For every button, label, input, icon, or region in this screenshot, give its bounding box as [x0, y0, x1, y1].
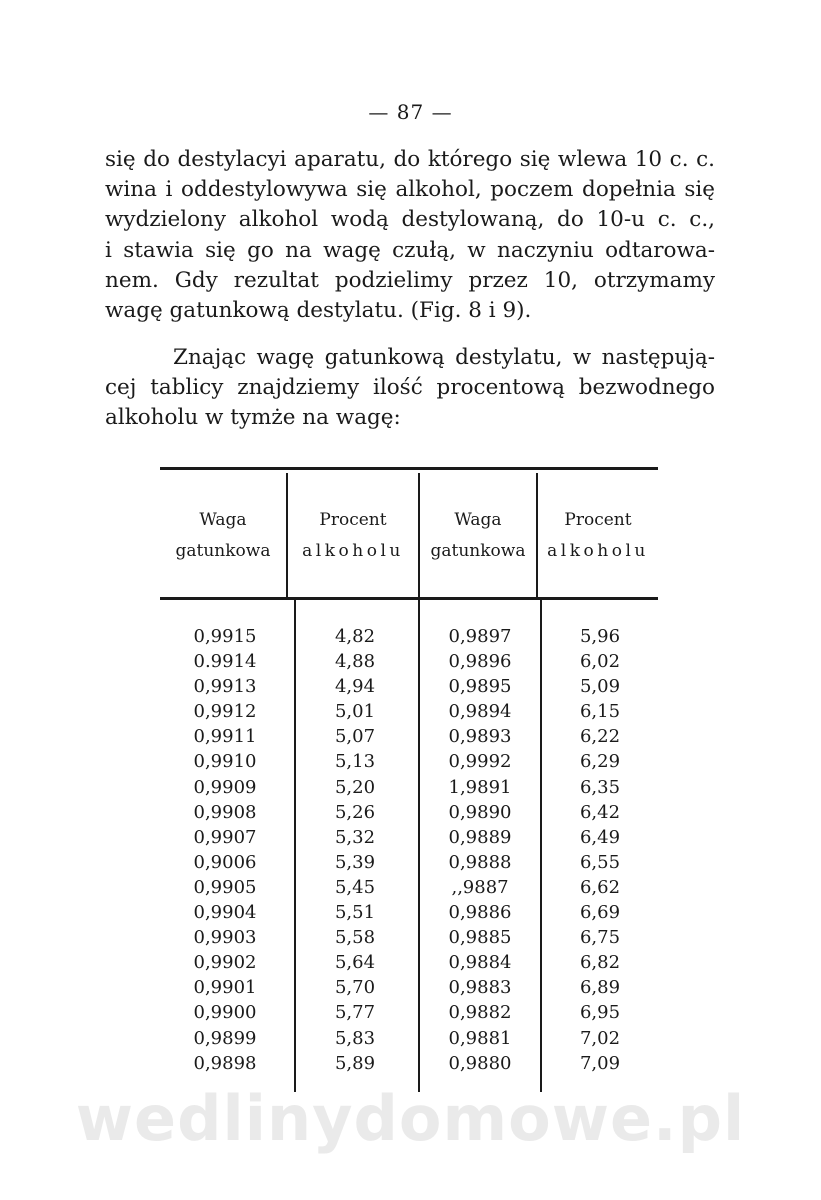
table-cell: 1,9891	[448, 776, 512, 798]
text-line: wagę gatunkową destylatu. (Fig. 8 i 9).	[105, 298, 532, 324]
table-cell: 0,9880	[448, 1052, 512, 1074]
table-cell: 5,77	[334, 1002, 376, 1024]
alcohol-table	[160, 467, 658, 1092]
text-line: wydzielony alkohol wodą destylowaną, do 10-u c. c.,	[105, 207, 715, 233]
table-cell: 6,35	[579, 776, 621, 798]
column-weight-1	[170, 624, 280, 1076]
table-cell: 5,26	[334, 801, 376, 823]
header-label: alkoholu	[547, 541, 649, 561]
table-cell: 0,9899	[193, 1027, 257, 1049]
table-cell: 0,9883	[448, 977, 512, 999]
table-top-rule	[160, 467, 658, 470]
table-cell: 0,9888	[448, 851, 512, 873]
table-cell: 6,62	[579, 876, 621, 898]
table-cell: 0,9910	[193, 751, 257, 773]
column-percent-2	[544, 624, 656, 1076]
text-line: Znając wagę gatunkową destylatu, w następują-	[173, 345, 715, 370]
table-cell: 5,07	[334, 726, 376, 748]
table-cell: 0,9894	[448, 701, 512, 723]
table-cell: 0,9913	[193, 676, 257, 698]
column-percent-1	[296, 624, 414, 1076]
column-divider	[418, 600, 420, 1092]
table-cell: 6,69	[579, 902, 621, 924]
table-cell: 6,29	[579, 751, 621, 773]
table-cell: 6,42	[579, 801, 621, 823]
paragraph-1	[105, 145, 715, 326]
table-cell: 0,9897	[448, 626, 512, 647]
text-line: cej tablicy znajdziemy ilość procentową bezwodnego	[105, 375, 715, 401]
paragraph-2	[105, 343, 715, 434]
table-cell: 5,01	[334, 701, 376, 723]
column-weight-2	[422, 624, 538, 1076]
header-percent-2	[538, 505, 658, 567]
table-cell: 0,9890	[448, 801, 512, 823]
table-cell: 0,9881	[448, 1027, 512, 1049]
table-cell: ‚‚9887	[451, 876, 509, 898]
table-cell: 5,45	[334, 876, 376, 898]
text-line: wina i oddestylowywa się alkohol, poczem dopełnia się	[105, 177, 715, 203]
table-cell: 0,9902	[193, 952, 257, 974]
table-cell: 4,94	[334, 676, 376, 698]
table-cell: 0.9914	[193, 651, 257, 673]
header-label: Procent	[319, 510, 387, 530]
table-cell: 0,9907	[193, 826, 257, 848]
table-cell: 6,22	[579, 726, 621, 748]
table-cell: 6,55	[579, 851, 621, 873]
table-cell: 0,9895	[448, 676, 512, 698]
table-cell: 0,9912	[193, 701, 257, 723]
table-cell: 6,02	[579, 651, 621, 673]
table-cell: 5,58	[334, 927, 376, 949]
table-cell: 6,89	[579, 977, 621, 999]
table-cell: 0,9992	[448, 751, 512, 773]
table-cell: 0,9900	[193, 1002, 257, 1024]
table-cell: 0,9896	[448, 651, 512, 673]
table-cell: 0,9901	[193, 977, 257, 999]
table-cell: 0,9905	[193, 876, 257, 898]
header-percent-1	[288, 505, 418, 567]
table-cell: 5,89	[334, 1052, 376, 1074]
page-number: — 87 —	[368, 100, 453, 124]
table-cell: 0,9889	[448, 826, 512, 848]
table-cell: 0,9885	[448, 927, 512, 949]
table-cell: 7,09	[579, 1052, 621, 1074]
table-cell: 0,9882	[448, 1002, 512, 1024]
table-cell: 5,51	[334, 902, 376, 924]
table-cell: 0,9915	[193, 626, 257, 647]
table-cell: 5,09	[579, 676, 621, 698]
table-header-rule	[160, 597, 658, 600]
table-cell: 5,70	[334, 977, 376, 999]
table-cell: 7,02	[579, 1027, 621, 1049]
header-label: Waga	[199, 510, 247, 530]
table-cell: 5,39	[334, 851, 376, 873]
table-cell: 6,15	[579, 701, 621, 723]
header-weight-2	[420, 505, 536, 567]
header-weight-1	[160, 505, 286, 567]
text-line: nem. Gdy rezultat podzielimy przez 10, otrzymamy	[105, 267, 715, 293]
table-cell: 0,9908	[193, 801, 257, 823]
table-cell: 0,9893	[448, 726, 512, 748]
table-cell: 5,96	[579, 626, 621, 647]
table-cell: 6,95	[579, 1002, 621, 1024]
header-label: gatunkowa	[430, 541, 526, 561]
table-cell: 0,9909	[193, 776, 257, 798]
header-label: gatunkowa	[175, 541, 271, 561]
table-cell: 0,9886	[448, 902, 512, 924]
table-cell: 4,82	[334, 626, 376, 647]
table-cell: 4,88	[334, 651, 376, 673]
table-cell: 6,49	[579, 826, 621, 848]
table-cell: 6,82	[579, 952, 621, 974]
table-cell: 0,9904	[193, 902, 257, 924]
table-cell: 5,32	[334, 826, 376, 848]
text-line: i stawia się go na wagę czułą, w naczyniu odtarowa-	[105, 237, 715, 263]
header-label: Waga	[454, 510, 502, 530]
table-cell: 0,9884	[448, 952, 512, 974]
table-cell: 5,64	[334, 952, 376, 974]
table-cell: 0,9911	[193, 726, 257, 748]
text-line: się do destylacyi aparatu, do którego się wlewa 10 c. c.	[105, 147, 715, 172]
text-line: alkoholu w tymże na wagę:	[105, 405, 401, 431]
header-label: alkoholu	[302, 541, 404, 561]
watermark: wedlinydomowe.pl	[75, 1082, 746, 1155]
table-cell: 5,83	[334, 1027, 376, 1049]
table-cell: 0,9898	[193, 1052, 257, 1074]
table-cell: 0,9006	[193, 851, 257, 873]
table-cell: 5,13	[334, 751, 376, 773]
table-cell: 6,75	[579, 927, 621, 949]
table-cell: 5,20	[334, 776, 376, 798]
column-divider	[540, 600, 542, 1092]
header-label: Procent	[564, 510, 632, 530]
table-cell: 0,9903	[193, 927, 257, 949]
